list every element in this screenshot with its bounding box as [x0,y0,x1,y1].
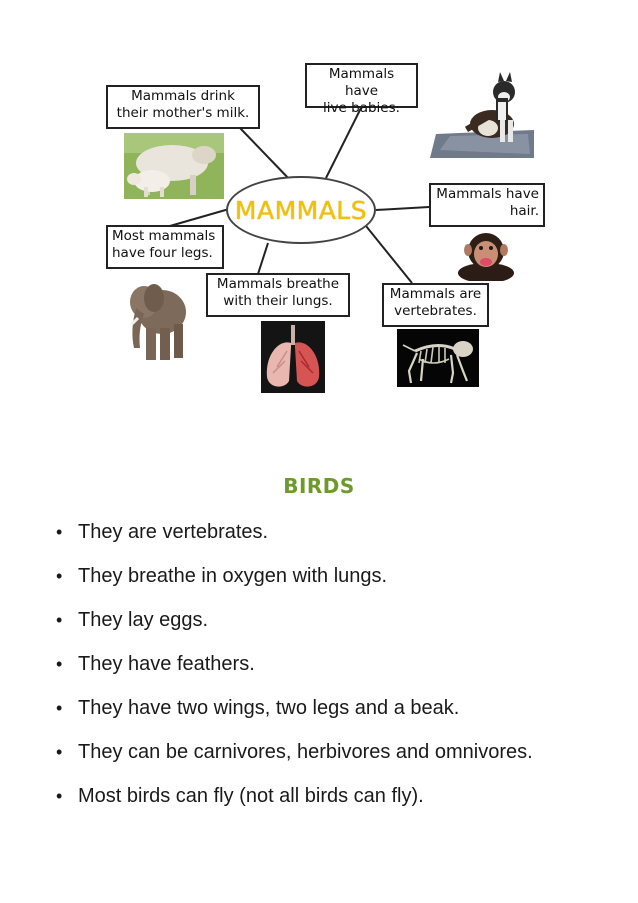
connector-milk [240,128,292,182]
sheep-and-lamb-picture [124,133,224,199]
box-hair-line-1: Mammals have [436,186,539,202]
box-hair [429,183,545,227]
mammals-diagram [0,0,638,420]
box-live-babies-line-1: Mammals have [328,66,395,99]
box-milk-line-1: Mammals drink [131,88,235,104]
lungs-picture [261,321,325,393]
list-item: • They lay eggs. [56,603,533,647]
list-item: • They have two wings, two legs and a beak. [56,691,533,735]
box-vertebrates-line-1: Mammals are [389,286,482,302]
connector-hair [376,207,429,210]
box-four-legs [106,225,224,269]
elephant-picture [124,274,190,364]
connector-live-babies [326,108,361,178]
box-vertebrates [382,283,489,327]
list-item: • Most birds can fly (not all birds can fly). [56,779,533,823]
skeleton-picture [397,329,479,387]
mammals-hub [226,176,376,244]
list-item: • They are vertebrates. [56,515,533,559]
box-live-babies-line-2: live babies. [323,100,400,116]
box-milk [106,85,260,129]
husky-dog-picture [430,72,534,158]
box-lungs-line-2: with their lungs. [223,293,333,309]
list-item: • They have feathers. [56,647,533,691]
box-lungs [206,273,350,317]
box-hair-line-2: hair. [509,203,539,219]
birds-fact-list [56,515,533,823]
box-vertebrates-line-2: vertebrates. [394,303,477,319]
box-live-babies [305,63,418,116]
box-four-legs-line-2: have four legs. [112,245,213,261]
box-lungs-line-1: Mammals breathe [216,276,340,292]
hub-label: MAMMALS [234,195,368,225]
connector-lungs [258,243,268,274]
box-milk-line-2: their mother's milk. [116,105,250,121]
box-four-legs-line-1: Most mammals [112,228,216,244]
list-item: • They breathe in oxygen with lungs. [56,559,533,603]
birds-heading: BIRDS [283,474,355,498]
connector-vertebrates [366,226,412,283]
list-item: • They can be carnivores, herbivores and omnivores. [56,735,533,779]
chimpanzee-picture [455,229,517,281]
